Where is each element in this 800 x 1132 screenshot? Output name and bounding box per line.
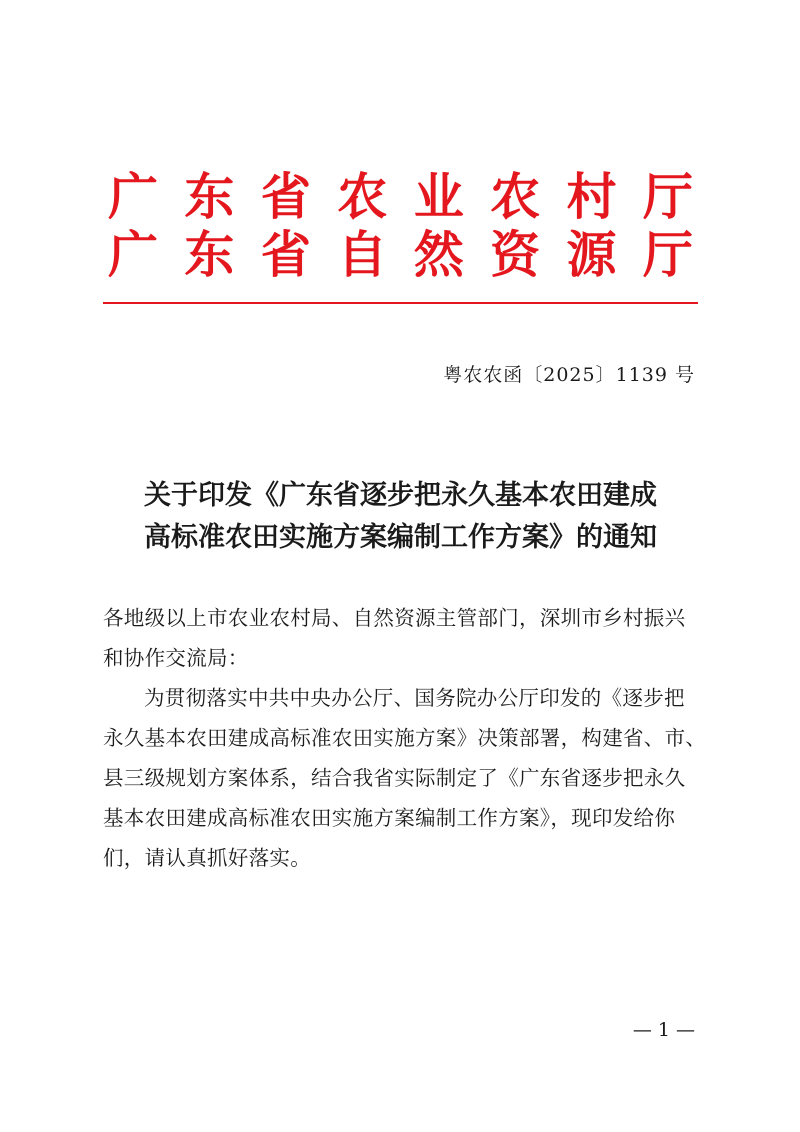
org-char: 省 — [260, 225, 311, 284]
org-char: 然 — [413, 225, 464, 284]
org-char: 农 — [490, 167, 541, 226]
addressee-block — [103, 598, 698, 678]
org-char: 农 — [337, 167, 388, 226]
org-char: 广 — [108, 167, 158, 226]
paragraph-line-3: 县三级规划方案体系，结合我省实际制定了《广东省逐步把永久 — [103, 766, 686, 790]
org-char: 业 — [413, 167, 464, 226]
document-title-line-2: 高标准农田实施方案编制工作方案》的通知 — [144, 522, 657, 553]
document-title-line-1: 关于印发《广东省逐步把永久基本农田建成 — [144, 480, 657, 511]
issuing-org-agriculture — [103, 167, 698, 227]
paragraph-line-5: 们，请认真抓好落实。 — [103, 846, 311, 870]
org-char: 自 — [337, 225, 388, 284]
org-char: 厅 — [642, 167, 693, 226]
org-char: 资 — [490, 225, 541, 284]
org-char: 村 — [566, 167, 617, 226]
org-char: 省 — [260, 167, 311, 226]
document-number: 粤农农函〔2025〕1139 号 — [443, 364, 695, 386]
paragraph-line-2: 永久基本农田建成高标准农田实施方案》决策部署，构建省、市、 — [103, 726, 707, 750]
body-paragraph — [103, 678, 707, 878]
org-char: 东 — [184, 225, 235, 284]
org-char: 广 — [108, 225, 158, 284]
red-divider-line — [103, 302, 698, 304]
org-char: 厅 — [642, 225, 693, 284]
addressee-line-2: 和协作交流局： — [103, 646, 249, 670]
addressee-line-1: 各地级以上市农业农村局、自然资源主管部门，深圳市乡村振兴 — [103, 606, 686, 630]
page-number: — 1 — — [632, 1019, 695, 1041]
issuing-org-natural-resources — [103, 225, 698, 285]
paragraph-line-1: 为贯彻落实中共中央办公厅、国务院办公厅印发的《逐步把 — [144, 686, 685, 710]
paragraph-line-4: 基本农田建成高标准农田实施方案编制工作方案》，现印发给你 — [103, 806, 676, 830]
org-char: 东 — [184, 167, 235, 226]
org-char: 源 — [566, 225, 617, 284]
